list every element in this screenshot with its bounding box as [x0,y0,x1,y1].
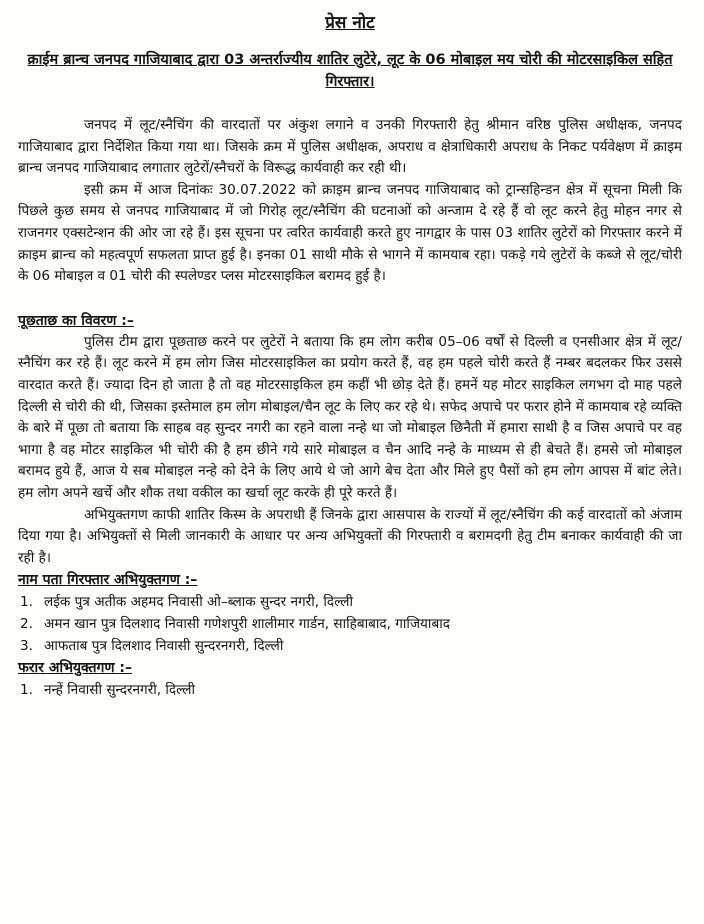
list-item [18,679,682,701]
arrested-list [18,591,682,657]
list-item-text: लईक पुत्र अतीक अहमद निवासी ओ–ब्लाक सुन्दर नगरी, दिल्ली [44,594,353,611]
interrogation-heading: पूछताछ का विवरण :– [18,312,134,329]
page-title: प्रेस नोट [325,13,375,33]
list-item-number: 1. [20,682,33,699]
list-item-number: 2. [20,616,33,633]
arrested-heading: नाम पता गिरफ्तार अभियुक्तगण :– [18,572,198,589]
list-item [18,613,682,635]
interrogation-paragraph: पुलिस टीम द्वारा पूछताछ करने पर लुटेरों ने बताया कि हम लोग करीब 05–06 वर्षों से दिल्ली व एनसीआर क्षेत्र में लूट/स्नैचिंग कर रहे हैं। लूट करने में हम लोग जिस मोटरसाइकिल का प्रयोग करते हैं, वह हम पहले चोरी करते हैं नम्बर बदलकर फिर उससे वारदात करते हैं। ज्यादा दिन हो जाता है तो वह मोटरसाइकिल हम कहीं भी छोड़ देते हैं। हमनें यह मोटर साइकिल लगभग दो माह पहले दिल्ली से चोरी की थी, जिसका इस्तेमाल हम लोग मोबाइल/चैन लूट के लिए कर रहे थे। सफेद अपाचे पर फरार होने में कामयाब रहे व्यक्ति के बारे में पूछा तो बताया कि साहब वह सुन्दर नगरी का रहने वाला नन्हे था जो मोबाइल छिनैती में हमारा साथी है व जिस अपाचे पर वह भागा है वह मोटर साइकिल भी चोरी की है हम छीने गये सारे मोबाइल व चैन आदि नन्हे के माध्यम से ही बेचते हैं। हमसे जो मोबाइल बरामद हुये हैं, आज ये सब मोबाइल नन्हे को देने के लिए आये थे जो आगे बेच देता और मिले हुए पैसों को हम लोग आपस में बांट लेते। हम लोग अपने खर्चे और शौक तथा वकील का खर्चा लूट करके ही पूरे करते हैं। [18,333,682,501]
accused-details-paragraph: अभियुक्तगण काफी शातिर किस्म के अपराधी हैं जिनके द्वारा आसपास के राज्यों में लूट/स्नैचिंग की कई वारदातों को अंजाम दिया गया है। अभियुक्तों से मिली जानकारी के आधार पर अन्य अभियुक्तों की गिरफ्तारी व बरामदगी हेतु टीम बनाकर कार्यवाही की जा रही है। [18,506,682,566]
list-item-text: नन्हें निवासी सुन्दरनगरी, दिल्ली [44,682,196,699]
absconding-heading: फरार अभियुक्तगण :– [18,660,132,677]
intro-paragraph: जनपद में लूट/स्नैचिंग की वारदातों पर अंकुश लगाने व उनकी गिरफ्तारी हेतु श्रीमान वरिष्ठ पुलिस अधीक्षक, जनपद गाजियाबाद द्वारा निर्देशित किया गया था। जिसके क्रम में पुलिस अधीक्षक, अपराध व क्षेत्राधिकारी अपराध के निकट पर्यवेक्षण में क्राइम ब्रान्च जनपद गाजियाबाद लगातार लुटेरों/स्नैचरों के विरूद्ध कार्यवाही कर रही थी। [18,117,682,177]
list-item-text: आफताब पुत्र दिलशाद निवासी सुन्दरनगरी, दिल्ली [44,638,284,655]
absconding-list [18,679,682,701]
list-item [18,635,682,657]
list-item-number: 1. [20,594,33,611]
list-item-text: अमन खान पुत्र दिलशाद निवासी गणेशपुरी शालीमार गार्डन, साहिबाबाद, गाजियाबाद [44,616,450,633]
list-item-number: 3. [20,638,33,655]
list-item [18,591,682,613]
incident-paragraph: इसी क्रम में आज दिनांकः 30.07.2022 को क्राइम ब्रान्च जनपद गाजियाबाद को ट्रान्सहिन्डन क्षेत्र में सूचना मिली कि पिछले कुछ समय से जनपद गाजियाबाद में जो गिरोह लूट/स्नैचिंग की घटनाओं को अन्जाम दे रहे हैं वो लूट करने हेतु मोहन नगर से राजनगर एक्सटेन्शन की ओर जा रहे हैं। इस सूचना पर त्वरित कार्यवाही करते हुए नागद्वार के पास 03 शातिर लुटेरों को गिरफ्तार करने में क्राइम ब्रान्च को महत्वपूर्ण सफलता प्राप्त हुई है। इनका 01 साथी मौके से भागने में कामयाब रहा। पकड़े गये लुटेरों के कब्जे से लूट/चोरी के 06 मोबाइल व 01 चोरी की स्पलेण्डर प्लस मोटरसाइकिल बरामद हुई है। [18,181,682,285]
headline: क्राईम ब्रान्च जनपद गाजियाबाद द्वारा 03 अन्तर्राज्यीय शातिर लुटेरे, लूट के 06 मोबाइल मय चोरी की मोटरसाइकिल सहित गिरफ्तार। [27,52,673,90]
